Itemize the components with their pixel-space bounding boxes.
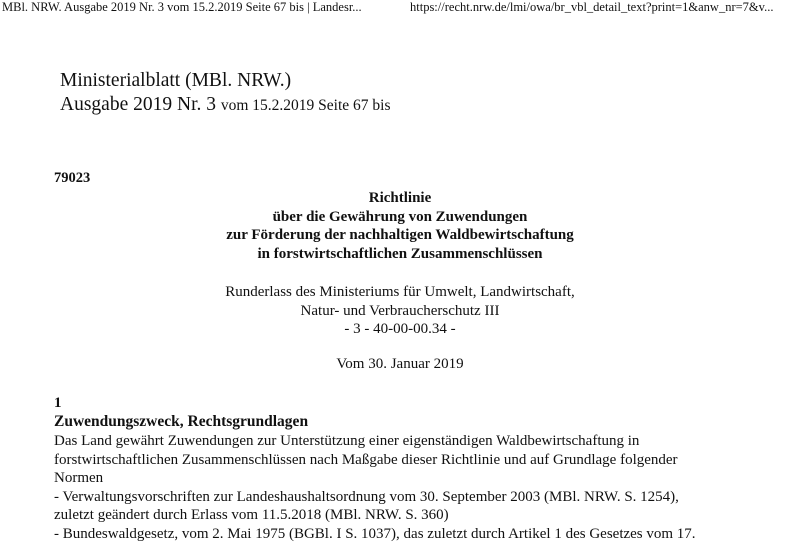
erlass-block xyxy=(0,283,800,339)
masthead-title: Ministerialblatt (MBl. NRW.) xyxy=(60,69,391,93)
paragraph-line: Das Land gewährt Zuwendungen zur Unterstützung einer eigenständigen Waldbewirtschaftung in xyxy=(54,432,794,451)
title-line: Richtlinie xyxy=(0,189,800,208)
paragraph-line: - Bundeswaldgesetz, vom 2. Mai 1975 (BGBl. I S. 1037), das zuletzt durch Artikel 1 des Gesetzes vom 17. xyxy=(54,525,794,543)
paragraph-line: Normen xyxy=(54,469,794,488)
section-heading: Zuwendungszweck, Rechtsgrundlagen xyxy=(54,413,794,432)
print-header xyxy=(0,0,800,20)
title-line: zur Förderung der nachhaltigen Waldbewirtschaftung xyxy=(0,226,800,245)
document-date: Vom 30. Januar 2019 xyxy=(0,356,800,373)
paragraph-line: - Verwaltungsvorschriften zur Landeshaushaltsordnung vom 30. September 2003 (MBl. NRW. S. 1254), xyxy=(54,488,794,507)
title-line: in forstwirtschaftlichen Zusammenschlüssen xyxy=(0,245,800,264)
document-title xyxy=(0,189,800,263)
paragraph-line: forstwirtschaftlichen Zusammenschlüssen nach Maßgabe dieser Richtlinie und auf Grundlage folgender xyxy=(54,451,794,470)
print-header-url[interactable]: https://recht.nrw.de/lmi/owa/br_vbl_detail_text?print=1&anw_nr=7&v... xyxy=(410,0,773,15)
masthead-issue xyxy=(60,93,391,118)
erlass-line: Natur- und Verbraucherschutz III xyxy=(0,302,800,321)
section-paragraph xyxy=(54,432,794,543)
paragraph-line: zuletzt geändert durch Erlass vom 11.5.2018 (MBl. NRW. S. 360) xyxy=(54,506,794,525)
print-header-title: MBl. NRW. Ausgabe 2019 Nr. 3 vom 15.2.2019 Seite 67 bis | Landesr... xyxy=(2,0,362,15)
document-number: 79023 xyxy=(54,170,90,187)
section-number: 1 xyxy=(54,394,794,413)
masthead-issue-number: Ausgabe 2019 Nr. 3 xyxy=(60,94,216,115)
masthead-issue-detail: vom 15.2.2019 Seite 67 bis xyxy=(221,97,391,114)
erlass-line: Runderlass des Ministeriums für Umwelt, Landwirtschaft, xyxy=(0,283,800,302)
title-line: über die Gewährung von Zuwendungen xyxy=(0,208,800,227)
masthead xyxy=(60,69,391,118)
erlass-line: - 3 - 40-00-00.34 - xyxy=(0,320,800,339)
